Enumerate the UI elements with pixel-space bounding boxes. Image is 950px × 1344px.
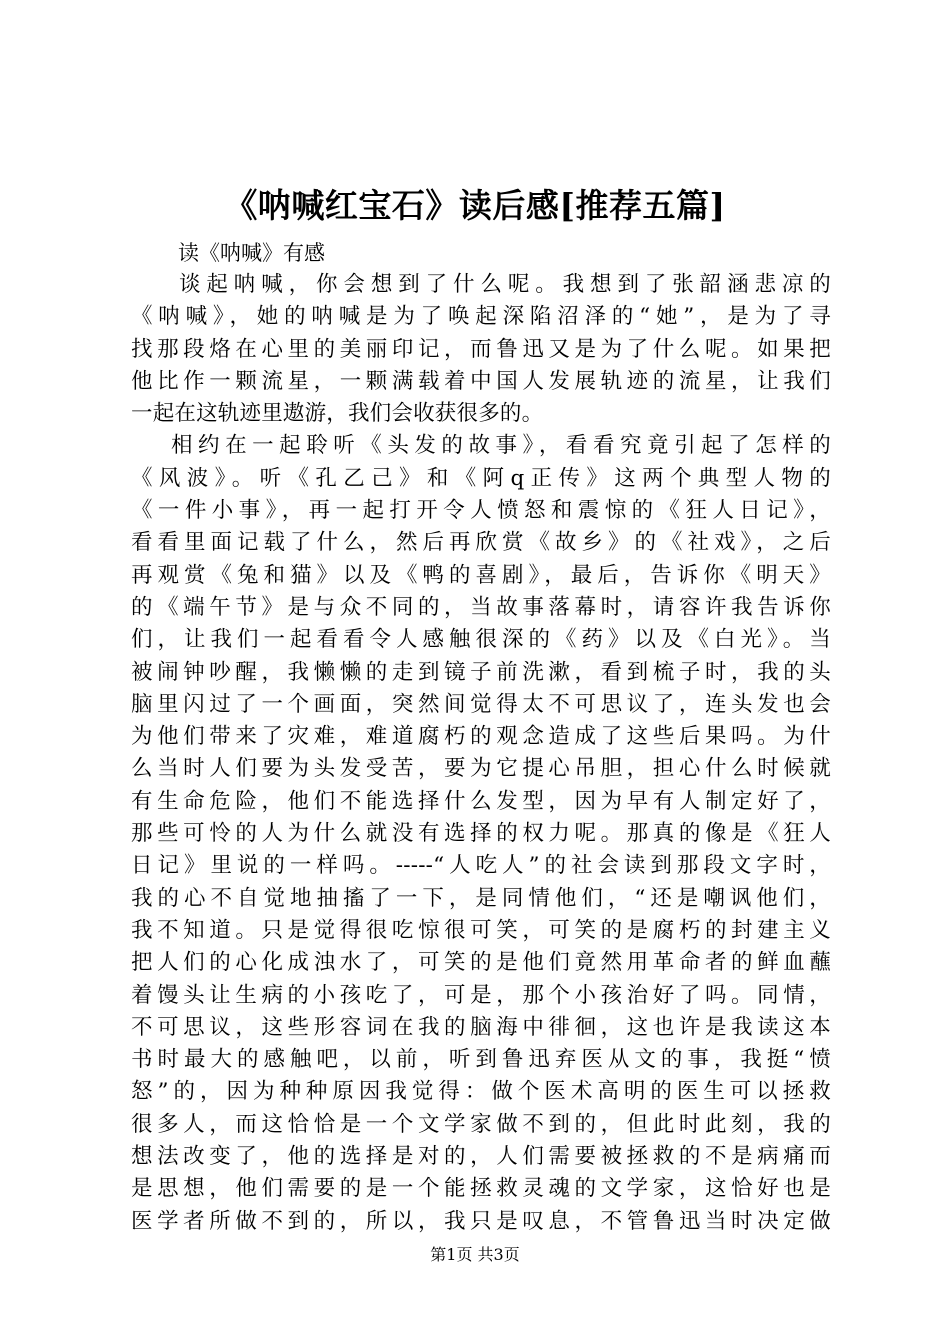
paragraph-line: 把人们的心化成浊水了，可笑的是他们竟然用革命者的鲜血蘸 (131, 950, 831, 976)
paragraph-line: 想法改变了，他的选择是对的，人们需要被拯救的不是病痛而 (131, 1144, 831, 1170)
paragraph-line: 《一件小事》，再一起打开令人愤怒和震惊的《狂人日记》， (131, 498, 831, 524)
paragraph-line: 们，让我们一起看看令人感触很深的《药》以及《白光》。当 (131, 627, 831, 653)
paragraph-line: 《呐喊》，她的呐喊是为了唤起深陷沼泽的“她”，是为了寻 (131, 304, 831, 330)
paragraph-line: 谈起呐喊，你会想到了什么呢。我想到了张韶涵悲凉的 (179, 272, 831, 297)
paragraph-line: 再观赏《兔和猫》以及《鸭的喜剧》，最后，告诉你《明天》 (131, 562, 831, 588)
document-title: 《呐喊红宝石》读后感[推荐五篇] (224, 186, 726, 225)
paragraph-line: 我的心不自觉地抽搐了一下，是同情他们，“还是嘲讽他们， (131, 885, 831, 911)
paragraph-line: 《风波》。听《孔乙己》和《阿q正传》这两个典型人物的 (131, 465, 831, 491)
paragraph-line: 日记》里说的一样吗。-----“人吃人”的社会读到那段文字时， (131, 853, 831, 879)
paragraph-line: 他比作一颗流星，一颗满载着中国人发展轨迹的流星，让我们 (131, 368, 831, 394)
page-footer: 第1页 共3页 (430, 1245, 520, 1264)
paragraph-line: 有生命危险，他们不能选择什么发型，因为早有人制定好了， (131, 788, 831, 814)
document-body (131, 269, 831, 1238)
paragraph-line: 找那段烙在心里的美丽印记，而鲁迅又是为了什么呢。如果把 (131, 336, 831, 362)
paragraph-line: 是思想，他们需要的是一个能拯救灵魂的文学家，这恰好也是 (131, 1176, 831, 1202)
paragraph-line: 脑里闪过了一个画面，突然间觉得太不可思议了，连头发也会 (131, 691, 831, 717)
paragraph-line: 一起在这轨迹里遨游，我们会收获很多的。 (131, 401, 544, 427)
paragraph-line: 相约在一起聆听《头发的故事》，看看究竟引起了怎样的 (171, 433, 831, 459)
paragraph-line: 么当时人们要为头发受苦，要为它提心吊胆，担心什么时候就 (131, 756, 831, 782)
paragraph-line: 着馒头让生病的小孩吃了，可是，那个小孩治好了吗。同情， (131, 982, 831, 1008)
paragraph-line: 医学者所做不到的，所以，我只是叹息，不管鲁迅当时决定做 (131, 1208, 831, 1234)
paragraph-line: 我不知道。只是觉得很吃惊很可笑，可笑的是腐朽的封建主义 (131, 917, 831, 943)
paragraph-line: 那些可怜的人为什么就没有选择的权力呢。那真的像是《狂人 (131, 821, 831, 847)
paragraph-line: 看看里面记载了什么，然后再欣赏《故乡》的《社戏》，之后 (131, 530, 831, 556)
paragraph-line: 为他们带来了灾难，难道腐朽的观念造成了这些后果吗。为什 (131, 724, 831, 750)
paragraph-line: 被闹钟吵醒，我懒懒的走到镜子前洗漱，看到梳子时，我的头 (131, 659, 831, 685)
paragraph-line: 怒”的，因为种种原因我觉得：做个医术高明的医生可以拯救 (131, 1079, 831, 1105)
document-subtitle: 读《呐喊》有感 (178, 241, 325, 265)
paragraph-line: 书时最大的感触吧，以前，听到鲁迅弃医从文的事，我挺“愤 (131, 1047, 831, 1073)
paragraph-line: 很多人，而这恰恰是一个文学家做不到的，但此时此刻，我的 (131, 1111, 831, 1137)
paragraph-line: 不可思议，这些形容词在我的脑海中徘徊，这也许是我读这本 (131, 1014, 831, 1040)
paragraph-line: 的《端午节》是与众不同的，当故事落幕时，请容许我告诉你 (131, 594, 831, 620)
